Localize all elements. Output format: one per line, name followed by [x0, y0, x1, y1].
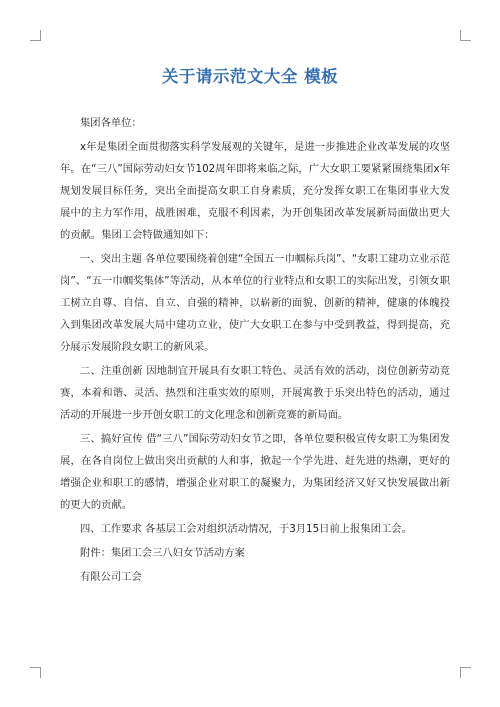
attachment-line: 附件：集团工会三八妇女节活动方案: [80, 547, 245, 559]
signature: 有限公司工会: [80, 571, 142, 583]
paragraph-section-4: 四、工作要求 各基层工会对组织活动情况，于3月15日前上报集团工会。: [80, 523, 412, 535]
paragraph-intro: x年是集团全面贯彻落实科学发展观的关键年，是进一步推进企业改革发展的攻坚年。在“三八”国际劳动妇女节102周年即将来临之际，广大女职工要紧紧围绕集团x年规划发展目标任务，突出全面提高女职工自身素质，充分发挥女职工在集团事业大发展中的主力军作用，战胜困难，克服不利因素，为开创集团改革发展新局面做出更大的贡献。集团工会特做通知如下：: [60, 141, 450, 241]
crop-mark-bottom-right: [460, 667, 471, 678]
crop-mark-bottom-left: [30, 667, 41, 678]
crop-mark-top-right: [460, 30, 471, 41]
paragraph-section-3: 三、搞好宣传 借“三八”国际劳动妇女节之即，各单位要积极宣传女职工为集团发展，在各自岗位上做出突出贡献的人和事，掀起一个学先进、赶先进的热潮，更好的增强企业和职工的感情，增强企业对职工的凝聚力，为集团经济又好又快发展做出新的更大的贡献。: [60, 433, 450, 511]
salutation: 集团各单位：: [80, 117, 142, 129]
crop-mark-top-left: [30, 30, 41, 41]
document-body: [60, 112, 450, 588]
paragraph-section-1: 一、突出主题 各单位要围绕着创建“全国五一巾帼标兵岗”、“女职工建功立业示范岗”、“五一巾帼奖集体”等活动，从本单位的行业特点和女职工的实际出发，引领女职工树立自尊、自信、自立、自强的精神，以崭新的面貌、创新的精神，健康的体魄投入到集团改革发展大局中建功立业，使广大女职工在参与中受到教益，得到提高，充分展示发展阶段女职工的新风采。: [60, 253, 450, 353]
paragraph-section-2: 二、注重创新 因地制宜开展具有女职工特色、灵活有效的活动，岗位创新劳动竞赛，本着和谐、灵活、热烈和注重实效的原则，开展寓教于乐突出特色的活动，通过活动的开展进一步开创女职工的文化理念和创新竞赛的新局面。: [60, 365, 450, 421]
document-title: 关于请示范文大全 模板: [161, 67, 339, 86]
